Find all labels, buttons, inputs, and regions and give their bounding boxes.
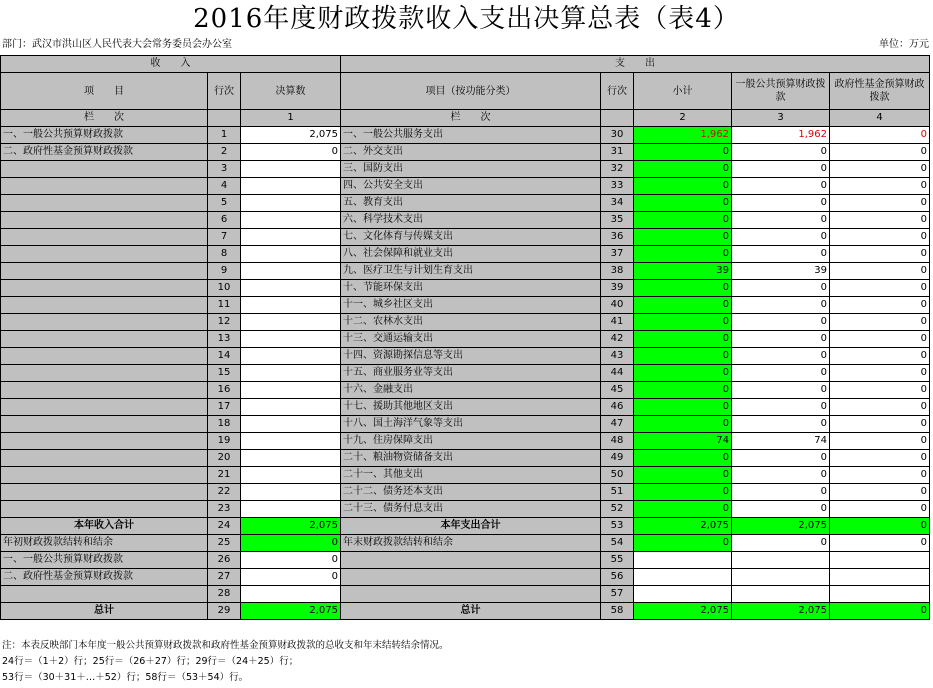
- income-amount: [241, 501, 341, 518]
- expense-item: 二十一、其他支出: [341, 467, 601, 484]
- expense-fund: 0: [830, 212, 930, 229]
- expense-general: 0: [732, 246, 830, 263]
- line-no: 47: [601, 416, 634, 433]
- line-no: 13: [208, 331, 241, 348]
- line-no: 25: [208, 535, 241, 552]
- expense-general: 39: [732, 263, 830, 280]
- income-amount: [241, 450, 341, 467]
- income-amount: [241, 348, 341, 365]
- expense-subtotal: 0: [634, 365, 732, 382]
- empty-cell: [1, 586, 208, 603]
- expense-item: 十五、商业服务业等支出: [341, 365, 601, 382]
- expense-total-subtotal: 2,075: [634, 518, 732, 535]
- empty-cell: [341, 569, 601, 586]
- expense-fund: 0: [830, 246, 930, 263]
- table-row: [1, 399, 930, 416]
- income-section-header: 收 入: [1, 56, 341, 73]
- income-item: [1, 348, 208, 365]
- expense-general: 0: [732, 331, 830, 348]
- carry-out-fund: 0: [830, 535, 930, 552]
- income-amount: [241, 229, 341, 246]
- line-no: 52: [601, 501, 634, 518]
- expense-subtotal: 0: [634, 484, 732, 501]
- table-row: [1, 518, 930, 535]
- grand-expense-label: 总计: [341, 603, 601, 620]
- line-no: 21: [208, 467, 241, 484]
- line-no: 49: [601, 450, 634, 467]
- expense-subtotal: 0: [634, 246, 732, 263]
- line-no: 27: [208, 569, 241, 586]
- table-row: [1, 586, 930, 603]
- expense-item: 十三、交通运输支出: [341, 331, 601, 348]
- table-row: [1, 212, 930, 229]
- budget-table: [0, 55, 930, 620]
- grand-total-label: 总计: [1, 603, 208, 620]
- table-row: [1, 127, 930, 144]
- income-total-label: 本年收入合计: [1, 518, 208, 535]
- expense-subtotal: 0: [634, 195, 732, 212]
- line-no: 34: [601, 195, 634, 212]
- line-no: 11: [208, 297, 241, 314]
- table-row: [1, 569, 930, 586]
- empty-cell: [634, 586, 732, 603]
- carry-fund-label: 二、政府性基金预算财政拨款: [1, 569, 208, 586]
- lanci-blank: [208, 110, 241, 127]
- line-no: 55: [601, 552, 634, 569]
- expense-general: 0: [732, 314, 830, 331]
- income-amount: [241, 195, 341, 212]
- expense-fund: 0: [830, 365, 930, 382]
- line-no: 51: [601, 484, 634, 501]
- income-amount: [241, 382, 341, 399]
- expense-subtotal: 0: [634, 399, 732, 416]
- col-index-2: 2: [634, 110, 732, 127]
- income-item: [1, 450, 208, 467]
- expense-subtotal: 0: [634, 450, 732, 467]
- income-total-amount: 2,075: [241, 518, 341, 535]
- line-no: 30: [601, 127, 634, 144]
- summary-rows: [1, 518, 930, 620]
- line-no: 6: [208, 212, 241, 229]
- income-amount: 2,075: [241, 127, 341, 144]
- line-no: 56: [601, 569, 634, 586]
- col-header-general: 一般公共预算财政拨款: [732, 73, 830, 110]
- expense-subtotal: 0: [634, 382, 732, 399]
- table-row: [1, 297, 930, 314]
- expense-subtotal: 0: [634, 501, 732, 518]
- line-no: 58: [601, 603, 634, 620]
- table-row: [1, 178, 930, 195]
- line-no: 48: [601, 433, 634, 450]
- income-item: [1, 399, 208, 416]
- expense-subtotal: 39: [634, 263, 732, 280]
- income-amount: [241, 297, 341, 314]
- line-no: 12: [208, 314, 241, 331]
- report-title: 2016年度财政拨款收入支出决算总表（表4）: [193, 4, 740, 34]
- expense-item: 十七、援助其他地区支出: [341, 399, 601, 416]
- lanci-label-exp: 栏 次: [341, 110, 601, 127]
- table-row: [1, 416, 930, 433]
- expense-item: 十九、住房保障支出: [341, 433, 601, 450]
- expense-subtotal: 0: [634, 280, 732, 297]
- table-row: [1, 552, 930, 569]
- expense-fund: 0: [830, 127, 930, 144]
- carry-out-general: 0: [732, 535, 830, 552]
- income-item: [1, 195, 208, 212]
- carry-out-subtotal: 0: [634, 535, 732, 552]
- carry-in-amount: 0: [241, 535, 341, 552]
- table-row: [1, 382, 930, 399]
- col-header-fund: 政府性基金预算财政拨款: [830, 73, 930, 110]
- carry-in-label: 年初财政拨款结转和结余: [1, 535, 208, 552]
- income-item: [1, 314, 208, 331]
- expense-item: 十、节能环保支出: [341, 280, 601, 297]
- col-index-1: 1: [241, 110, 341, 127]
- expense-item: 七、文化体育与传媒支出: [341, 229, 601, 246]
- expense-general: 0: [732, 382, 830, 399]
- empty-cell: [830, 552, 930, 569]
- expense-general: 0: [732, 178, 830, 195]
- expense-general: 74: [732, 433, 830, 450]
- expense-subtotal: 0: [634, 331, 732, 348]
- income-amount: 0: [241, 144, 341, 161]
- empty-cell: [732, 552, 830, 569]
- table-row: [1, 603, 930, 620]
- income-item: 二、政府性基金预算财政拨款: [1, 144, 208, 161]
- income-item: [1, 161, 208, 178]
- expense-section-header: 支 出: [341, 56, 930, 73]
- expense-item: 九、医疗卫生与计划生育支出: [341, 263, 601, 280]
- expense-total-general: 2,075: [732, 518, 830, 535]
- line-no: 32: [601, 161, 634, 178]
- grand-subtotal: 2,075: [634, 603, 732, 620]
- line-no: 4: [208, 178, 241, 195]
- table-row: [1, 263, 930, 280]
- line-no: 22: [208, 484, 241, 501]
- expense-item: 十六、金融支出: [341, 382, 601, 399]
- income-item: [1, 212, 208, 229]
- expense-fund: 0: [830, 501, 930, 518]
- expense-item: 六、科学技术支出: [341, 212, 601, 229]
- table-row: [1, 314, 930, 331]
- carry-fund-amount: 0: [241, 569, 341, 586]
- grand-total-amount: 2,075: [241, 603, 341, 620]
- expense-item: 十四、资源勘探信息等支出: [341, 348, 601, 365]
- income-amount: [241, 161, 341, 178]
- expense-item: 二十三、债务付息支出: [341, 501, 601, 518]
- table-row: [1, 467, 930, 484]
- empty-cell: [732, 586, 830, 603]
- expense-subtotal: 0: [634, 467, 732, 484]
- expense-subtotal: 0: [634, 178, 732, 195]
- income-amount: [241, 433, 341, 450]
- table-row: [1, 365, 930, 382]
- expense-item: 三、国防支出: [341, 161, 601, 178]
- line-no: 41: [601, 314, 634, 331]
- income-amount: [241, 484, 341, 501]
- note-line: 24行＝（1＋2）行；25行＝（26＋27）行；29行＝（24＋25）行；: [2, 656, 299, 667]
- expense-general: 0: [732, 229, 830, 246]
- table-row: [1, 484, 930, 501]
- line-no: 46: [601, 399, 634, 416]
- expense-subtotal: 0: [634, 416, 732, 433]
- line-no: 9: [208, 263, 241, 280]
- expense-general: 0: [732, 484, 830, 501]
- expense-subtotal: 0: [634, 348, 732, 365]
- table-row: [1, 144, 930, 161]
- col-header-item: 项 目: [1, 73, 208, 110]
- lanci-label: 栏 次: [1, 110, 208, 127]
- income-item: [1, 501, 208, 518]
- line-no: 7: [208, 229, 241, 246]
- expense-subtotal: 0: [634, 144, 732, 161]
- line-no: 53: [601, 518, 634, 535]
- income-item: [1, 365, 208, 382]
- expense-general: 0: [732, 348, 830, 365]
- expense-subtotal: 0: [634, 212, 732, 229]
- carry-general-amount: 0: [241, 552, 341, 569]
- income-item: [1, 178, 208, 195]
- line-no: 19: [208, 433, 241, 450]
- unit-label: 单位：万元: [879, 39, 929, 50]
- lanci-blank-exp: [601, 110, 634, 127]
- expense-item: 八、社会保障和就业支出: [341, 246, 601, 263]
- empty-cell: [634, 569, 732, 586]
- expense-fund: 0: [830, 399, 930, 416]
- line-no: 5: [208, 195, 241, 212]
- col-index-4: 4: [830, 110, 930, 127]
- expense-fund: 0: [830, 382, 930, 399]
- empty-cell: [241, 586, 341, 603]
- line-no: 14: [208, 348, 241, 365]
- income-item: [1, 297, 208, 314]
- expense-subtotal: 0: [634, 161, 732, 178]
- expense-item: 五、教育支出: [341, 195, 601, 212]
- expense-subtotal: 0: [634, 297, 732, 314]
- income-amount: [241, 314, 341, 331]
- line-no: 26: [208, 552, 241, 569]
- expense-item: 十八、国土海洋气象等支出: [341, 416, 601, 433]
- table-row: [1, 195, 930, 212]
- expense-fund: 0: [830, 144, 930, 161]
- table-row: [1, 501, 930, 518]
- line-no: 24: [208, 518, 241, 535]
- income-item: [1, 467, 208, 484]
- income-item: [1, 263, 208, 280]
- line-no: 16: [208, 382, 241, 399]
- line-no: 15: [208, 365, 241, 382]
- line-no: 33: [601, 178, 634, 195]
- col-index-3: 3: [732, 110, 830, 127]
- expense-general: 0: [732, 365, 830, 382]
- line-no: 39: [601, 280, 634, 297]
- line-no: 17: [208, 399, 241, 416]
- expense-total-fund: 0: [830, 518, 930, 535]
- income-item: [1, 433, 208, 450]
- expense-item: 二十、粮油物资储备支出: [341, 450, 601, 467]
- income-amount: [241, 246, 341, 263]
- line-no: 29: [208, 603, 241, 620]
- income-item: [1, 331, 208, 348]
- income-amount: [241, 212, 341, 229]
- line-no: 42: [601, 331, 634, 348]
- line-no: 1: [208, 127, 241, 144]
- expense-general: 0: [732, 467, 830, 484]
- expense-item: 二十二、债务还本支出: [341, 484, 601, 501]
- income-amount: [241, 263, 341, 280]
- column-index-row: [1, 110, 930, 127]
- income-item: [1, 484, 208, 501]
- expense-item: 一、一般公共服务支出: [341, 127, 601, 144]
- line-no: 57: [601, 586, 634, 603]
- col-header-subtotal: 小计: [634, 73, 732, 110]
- expense-fund: 0: [830, 161, 930, 178]
- expense-general: 0: [732, 161, 830, 178]
- table-row: [1, 450, 930, 467]
- line-no: 40: [601, 297, 634, 314]
- income-amount: [241, 178, 341, 195]
- department-label: 部门：武汉市洪山区人民代表大会常务委员会办公室: [2, 39, 232, 50]
- empty-cell: [732, 569, 830, 586]
- col-header-line: 行次: [208, 73, 241, 110]
- income-amount: [241, 331, 341, 348]
- line-no: 38: [601, 263, 634, 280]
- income-item: [1, 229, 208, 246]
- footnotes: [2, 638, 449, 686]
- income-item: [1, 280, 208, 297]
- expense-general: 0: [732, 280, 830, 297]
- expense-fund: 0: [830, 433, 930, 450]
- note-line: 注：本表反映部门本年度一般公共预算财政拨款和政府性基金预算财政拨款的总收支和年末结转结余情况。: [2, 640, 449, 651]
- table-row: [1, 246, 930, 263]
- carry-general-label: 一、一般公共预算财政拨款: [1, 552, 208, 569]
- empty-cell: [830, 586, 930, 603]
- table-row: [1, 433, 930, 450]
- line-no: 18: [208, 416, 241, 433]
- detail-rows: [1, 127, 930, 518]
- expense-general: 0: [732, 416, 830, 433]
- income-amount: [241, 399, 341, 416]
- col-header-exp-line: 行次: [601, 73, 634, 110]
- income-amount: [241, 416, 341, 433]
- column-header-row: [1, 73, 930, 110]
- expense-subtotal: 1,962: [634, 127, 732, 144]
- income-item: [1, 416, 208, 433]
- table-row: [1, 535, 930, 552]
- expense-fund: 0: [830, 331, 930, 348]
- empty-cell: [341, 586, 601, 603]
- grand-general: 2,075: [732, 603, 830, 620]
- income-amount: [241, 365, 341, 382]
- line-no: 43: [601, 348, 634, 365]
- expense-general: 1,962: [732, 127, 830, 144]
- expense-fund: 0: [830, 450, 930, 467]
- col-header-exp-item: 项目（按功能分类）: [341, 73, 601, 110]
- line-no: 10: [208, 280, 241, 297]
- expense-fund: 0: [830, 229, 930, 246]
- grand-fund: 0: [830, 603, 930, 620]
- table-row: [1, 348, 930, 365]
- expense-fund: 0: [830, 178, 930, 195]
- table-row: [1, 331, 930, 348]
- line-no: 36: [601, 229, 634, 246]
- expense-fund: 0: [830, 297, 930, 314]
- expense-subtotal: 74: [634, 433, 732, 450]
- table-row: [1, 161, 930, 178]
- income-amount: [241, 280, 341, 297]
- line-no: 35: [601, 212, 634, 229]
- expense-general: 0: [732, 450, 830, 467]
- expense-subtotal: 0: [634, 229, 732, 246]
- col-header-amount: 决算数: [241, 73, 341, 110]
- expense-fund: 0: [830, 280, 930, 297]
- expense-fund: 0: [830, 416, 930, 433]
- expense-item: 二、外交支出: [341, 144, 601, 161]
- empty-cell: [830, 569, 930, 586]
- line-no: 23: [208, 501, 241, 518]
- expense-item: 四、公共安全支出: [341, 178, 601, 195]
- expense-general: 0: [732, 144, 830, 161]
- section-header-row: [1, 56, 930, 73]
- expense-general: 0: [732, 399, 830, 416]
- line-no: 54: [601, 535, 634, 552]
- carry-out-label: 年末财政拨款结转和结余: [341, 535, 601, 552]
- expense-item: 十一、城乡社区支出: [341, 297, 601, 314]
- note-line: 53行＝（30＋31＋…＋52）行；58行＝（53＋54）行。: [2, 672, 249, 683]
- expense-item: 十二、农林水支出: [341, 314, 601, 331]
- expense-general: 0: [732, 195, 830, 212]
- expense-fund: 0: [830, 467, 930, 484]
- table-row: [1, 229, 930, 246]
- line-no: 3: [208, 161, 241, 178]
- line-no: 2: [208, 144, 241, 161]
- expense-general: 0: [732, 501, 830, 518]
- line-no: 37: [601, 246, 634, 263]
- line-no: 8: [208, 246, 241, 263]
- empty-cell: [634, 552, 732, 569]
- expense-fund: 0: [830, 263, 930, 280]
- line-no: 31: [601, 144, 634, 161]
- expense-total-label: 本年支出合计: [341, 518, 601, 535]
- empty-cell: [341, 552, 601, 569]
- expense-fund: 0: [830, 314, 930, 331]
- income-item: [1, 246, 208, 263]
- line-no: 28: [208, 586, 241, 603]
- income-item: 一、一般公共预算财政拨款: [1, 127, 208, 144]
- line-no: 45: [601, 382, 634, 399]
- line-no: 44: [601, 365, 634, 382]
- expense-general: 0: [732, 212, 830, 229]
- expense-general: 0: [732, 297, 830, 314]
- line-no: 50: [601, 467, 634, 484]
- line-no: 20: [208, 450, 241, 467]
- table-row: [1, 280, 930, 297]
- expense-fund: 0: [830, 348, 930, 365]
- expense-fund: 0: [830, 484, 930, 501]
- income-amount: [241, 467, 341, 484]
- income-item: [1, 382, 208, 399]
- expense-fund: 0: [830, 195, 930, 212]
- expense-subtotal: 0: [634, 314, 732, 331]
